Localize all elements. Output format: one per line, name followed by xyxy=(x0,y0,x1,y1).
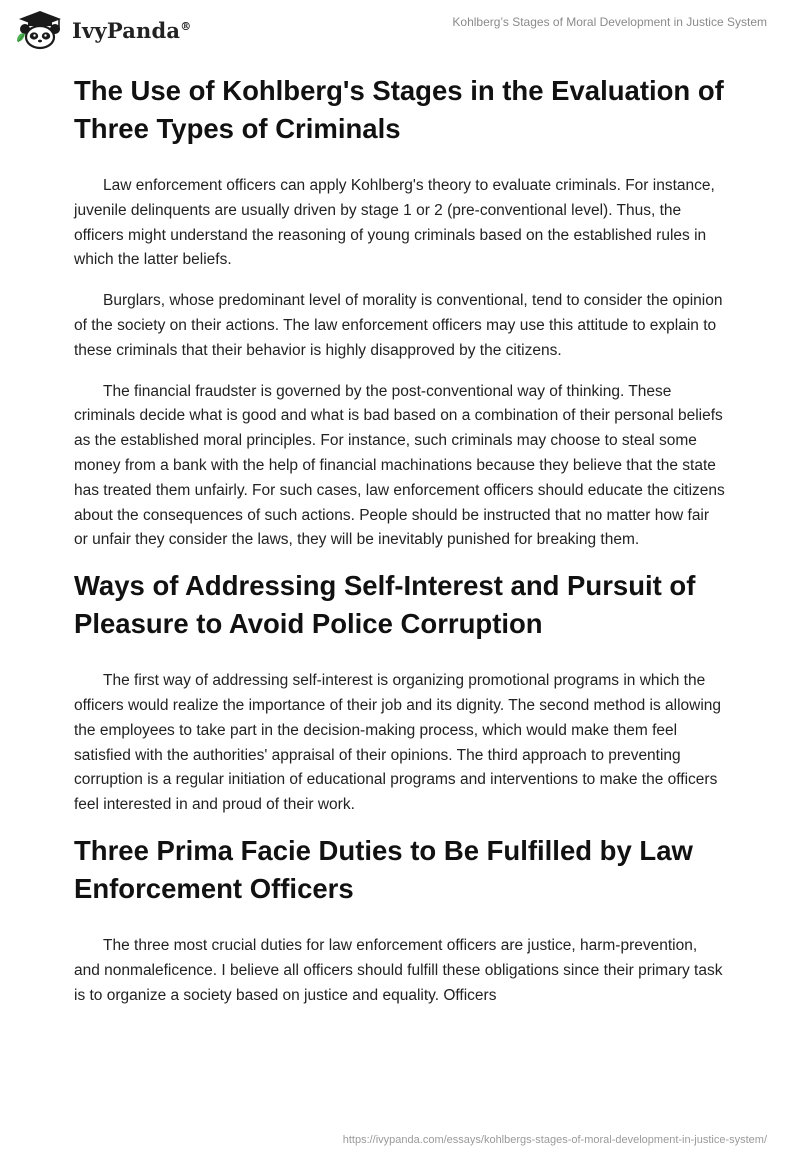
paragraph: Burglars, whose predominant level of morality is conventional, tend to consider the opinion of the society on their actions. The law enforcement officers may use this attitude to explain to these criminals that their behavior is highly disapproved by the citizens. xyxy=(74,292,723,359)
brand-name-text: IvyPanda xyxy=(72,17,181,43)
document-title: Kohlberg’s Stages of Moral Development in Justice System xyxy=(452,15,767,29)
paragraph: Law enforcement officers can apply Kohlberg's theory to evaluate criminals. For instance, juvenile delinquents are usually driven by stage 1 or 2 (pre-conventional level). Thus, the officers might understand the reasoning of young criminals based on the established rules in which the latter beliefs. xyxy=(74,177,715,269)
essay-content xyxy=(74,72,726,1008)
panda-mascot-icon xyxy=(14,10,66,50)
section-heading: The Use of Kohlberg's Stages in the Evaluation of Three Types of Criminals xyxy=(74,75,724,144)
section-heading: Ways of Addressing Self-Interest and Pursuit of Pleasure to Avoid Police Corruption xyxy=(74,570,696,640)
brand-name xyxy=(72,18,191,43)
brand-registered-mark: ® xyxy=(180,19,192,33)
source-url[interactable]: https://ivypanda.com/essays/kohlbergs-stages-of-moral-development-in-justice-system/ xyxy=(342,1134,767,1146)
section-heading: Three Prima Facie Duties to Be Fulfilled by Law Enforcement Officers xyxy=(74,834,693,904)
paragraph: The financial fraudster is governed by the post-conventional way of thinking. These criminals decide what is good and what is bad based on a combination of their personal beliefs as the established moral principles. For instance, such criminals may choose to steal some money from a bank with the help of financial machinations because they believe that the state has treated them unfairly. For such cases, law enforcement officers should educate the citizens about the consequences of such actions. People should be instructed that no matter how fair or unfair they consider the laws, they will be inevitably punished for breaking them. xyxy=(74,382,725,549)
paragraph: The three most crucial duties for law enforcement officers are justice, harm-prevention, and nonmaleficence. I believe all officers should fulfill these obligations since their primary task is to organize a society based on justice and equality. Officers xyxy=(74,936,723,1004)
brand-logo[interactable] xyxy=(14,10,191,50)
paragraph: The first way of addressing self-interest is organizing promotional programs in which the officers would realize the importance of their job and its dignity. The second method is allowing the employees to take part in the decision-making process, which would make them feel satisfied with the authorities' appraisal of their opinions. The third approach to preventing corruption is a regular initiation of educational programs and interventions to make the officers feel interested in and proud of their work. xyxy=(74,672,722,814)
page-header xyxy=(0,0,800,60)
